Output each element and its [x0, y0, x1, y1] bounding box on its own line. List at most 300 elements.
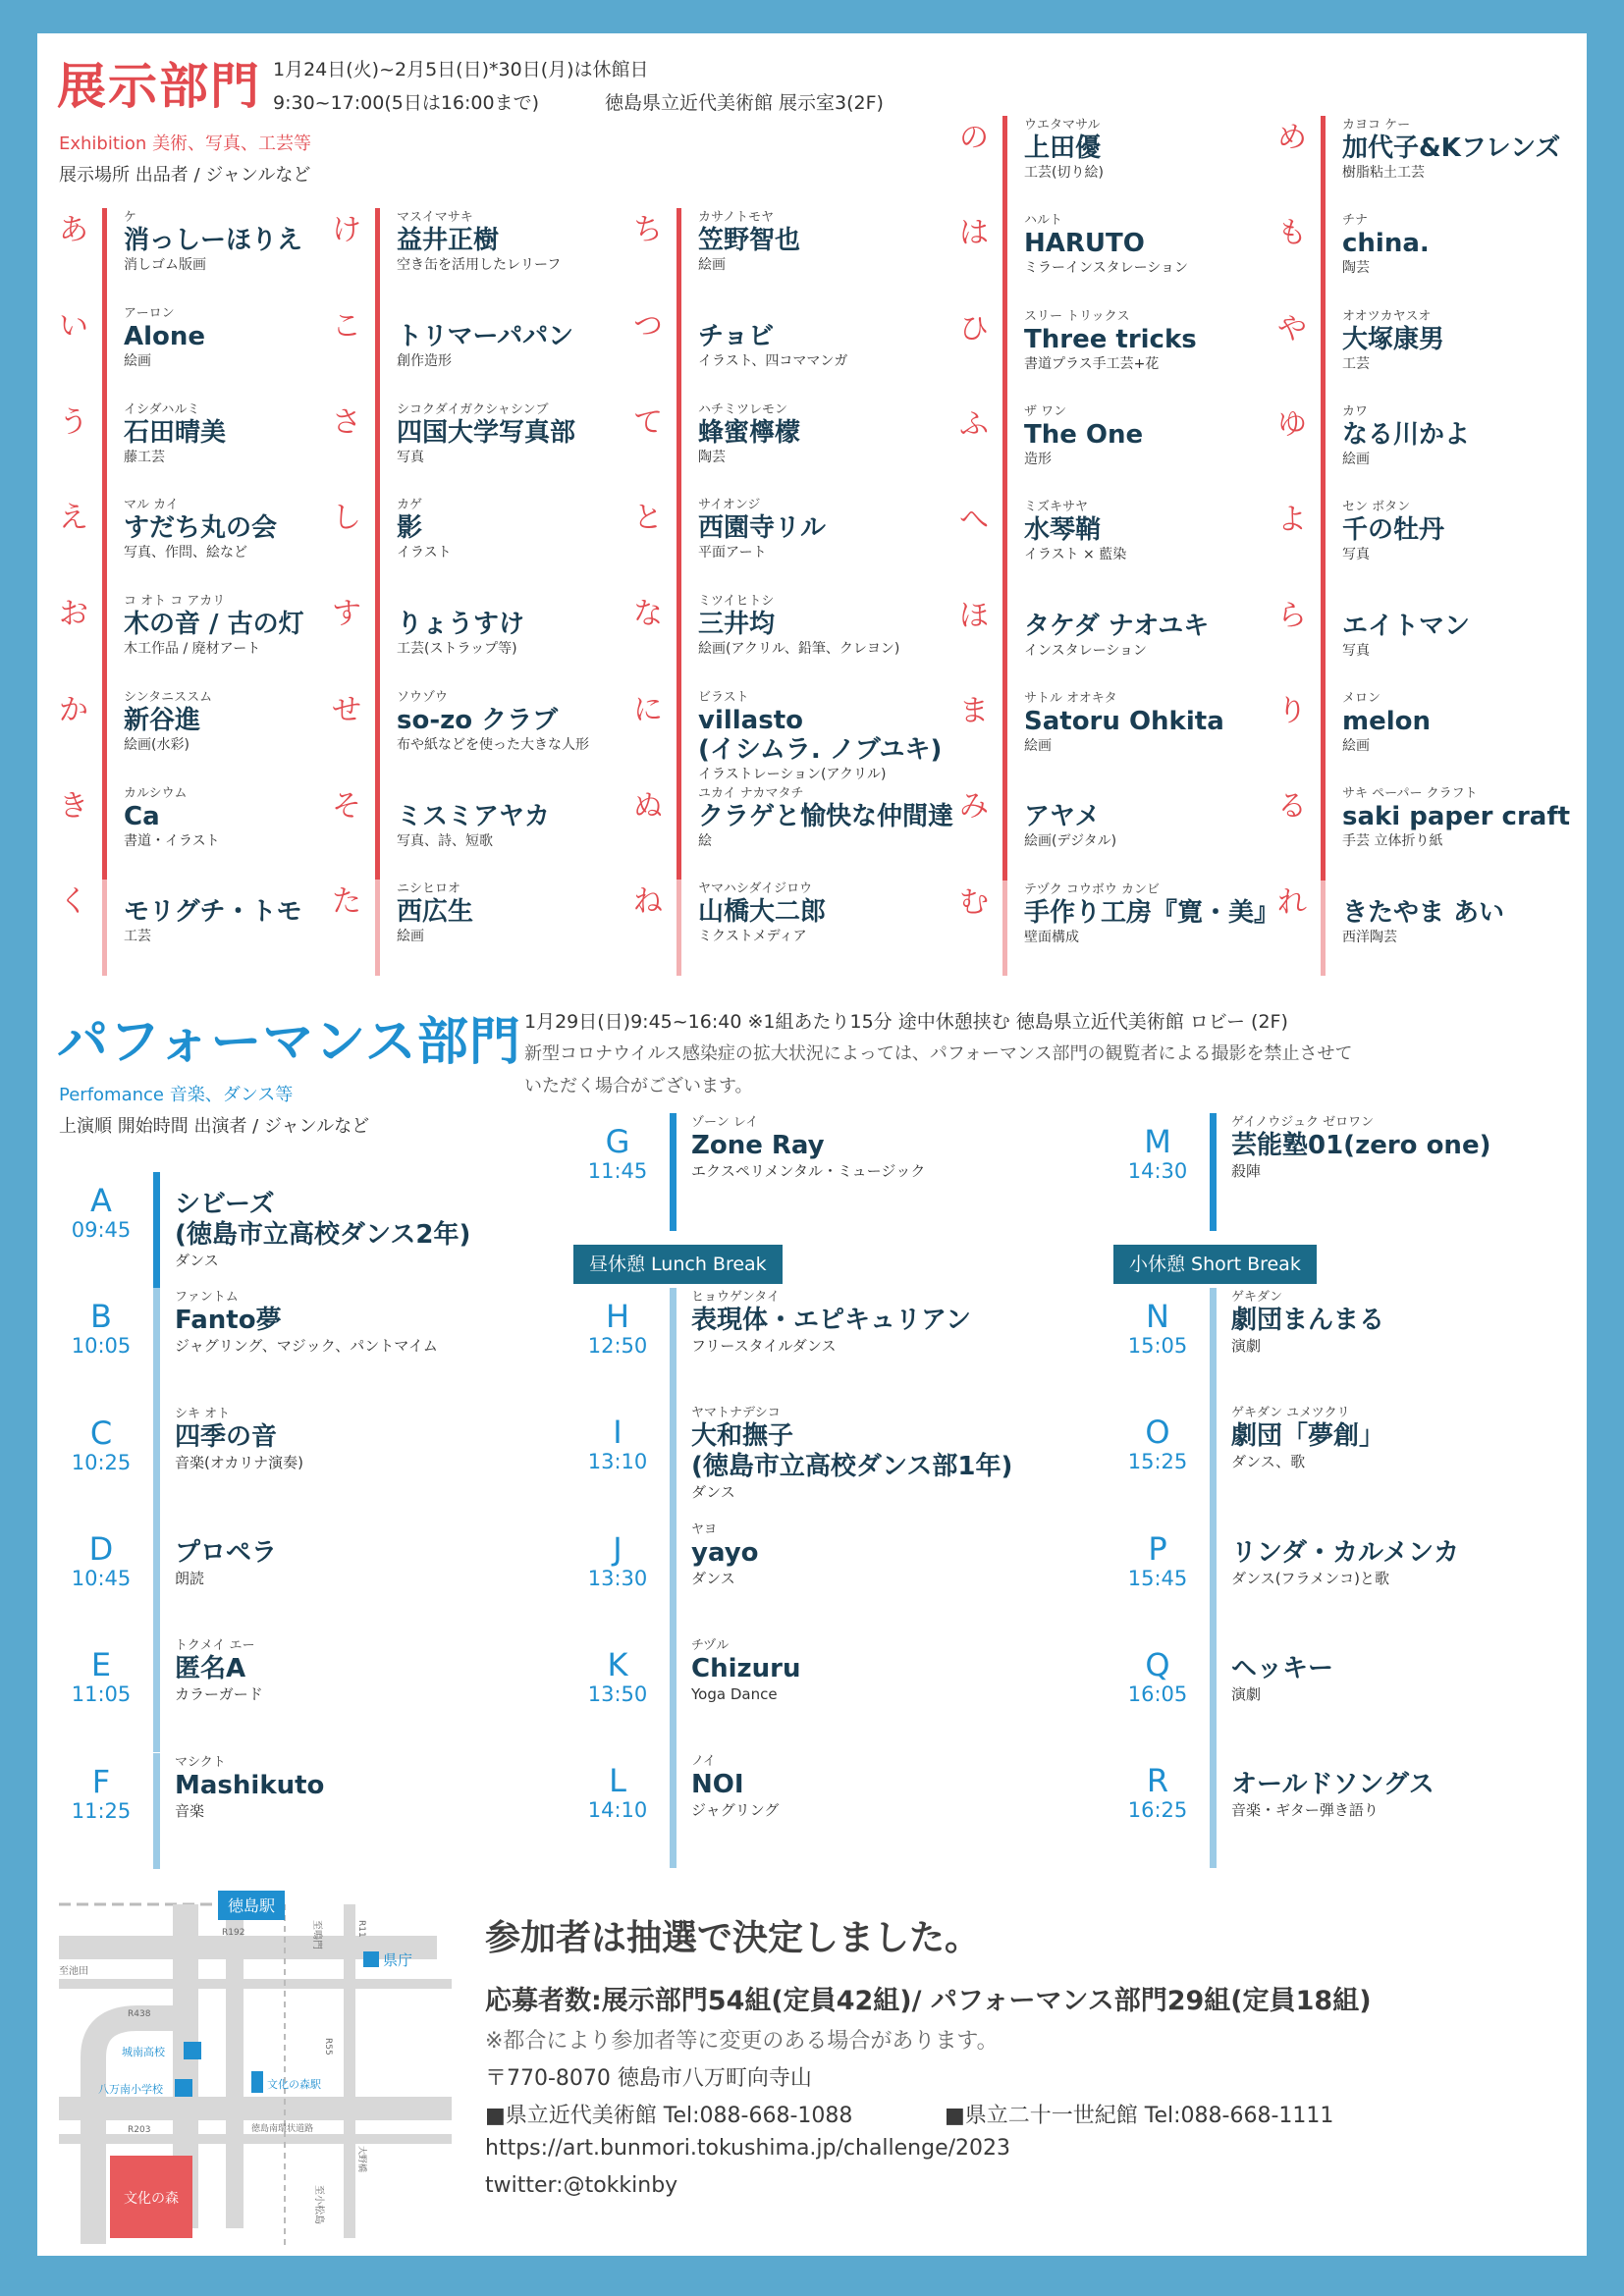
slot-letter: E [90, 1646, 112, 1684]
exhibitor-entry [698, 594, 953, 659]
exhibitor-genre: ミクストメディア [698, 929, 807, 945]
slot-label [1113, 1415, 1202, 1474]
exhibitor-genre: 平面アート [698, 545, 767, 561]
exhibitor-name: アヤメ [1024, 802, 1101, 832]
exhibitor-entry [1024, 213, 1279, 278]
entry-bar [1321, 881, 1326, 976]
slot-bar [670, 1752, 677, 1868]
performance-legend: 上演順 開始時間 出演者 / ジャンルなど [59, 1116, 370, 1137]
performer-name: NOI [691, 1770, 744, 1800]
entry-bar [102, 592, 107, 688]
performer-name: Zone Ray [691, 1131, 825, 1160]
performer-ruby: ゾーン レイ [691, 1115, 759, 1130]
exhibitor-ruby: ハチミツレモン [698, 401, 788, 417]
exhibitor-ruby: ウエタマサル [1024, 118, 1101, 133]
exhibitor-entry [1342, 404, 1597, 469]
exhibitor-genre: 工芸(ストラップ等) [397, 641, 517, 657]
kana-index-3-5: ほ [959, 598, 989, 633]
exhibition-dates: 1月24日(火)~2月5日(日)*30日(月)は休館日 [273, 59, 649, 80]
exhibitor-entry [397, 690, 652, 755]
performer-ruby: ファントム [175, 1290, 239, 1306]
map-r11: R11 [356, 1920, 366, 1938]
kana-index-0-3: え [59, 501, 88, 536]
slot-label [1113, 1764, 1202, 1823]
exhibitor-ruby: シコクダイガクシャシンブ [397, 401, 549, 417]
exhibitor-ruby: マスイマサキ [397, 210, 473, 225]
performer-name: Mashikuto [175, 1770, 325, 1800]
performer-name: プロペラ [175, 1537, 278, 1568]
entry-bar [1321, 689, 1326, 784]
map-r55: R55 [323, 2038, 333, 2056]
exhibition-title: 展示部門 [57, 58, 261, 115]
exhibitor-entry [1024, 500, 1279, 564]
entry-bar [1321, 116, 1326, 211]
performer-entry [175, 1522, 277, 1588]
exhibitor-entry [1024, 404, 1279, 469]
exhibitor-ruby: ザ ワン [1024, 404, 1067, 419]
performer-genre: ダンス [691, 1569, 735, 1587]
performer-genre: ダンス、歌 [1231, 1453, 1306, 1471]
kana-index-0-2: う [59, 404, 88, 440]
exhibitor-ruby [1024, 596, 1279, 612]
entry-bar [677, 496, 681, 592]
exhibitor-name: エイトマン [1342, 611, 1471, 641]
performer-ruby: ヤマトナデシコ [691, 1406, 781, 1421]
entry-bar [1002, 689, 1007, 784]
exhibitor-ruby: ユカイ ナカマタチ [698, 785, 804, 801]
exhibitor-ruby: カルシウム [124, 785, 188, 801]
kana-index-0-1: い [59, 308, 88, 344]
exhibitor-name: melon [1342, 707, 1432, 736]
slot-bar [1210, 1113, 1217, 1231]
exhibitor-ruby: カサノトモヤ [698, 210, 775, 225]
slot-label [573, 1415, 662, 1474]
exhibitor-name: 石田晴美 [124, 417, 227, 448]
exhibitor-name: きたやま あい [1342, 897, 1505, 928]
kana-index-4-2: や [1277, 311, 1307, 347]
performer-ruby [1231, 1522, 1459, 1538]
exhibitor-ruby: ヤマハシダイジロウ [698, 881, 813, 897]
slot-time: 10:45 [71, 1566, 132, 1590]
exhibitor-genre: 写真 [397, 449, 424, 465]
entry-bar [1321, 307, 1326, 402]
exhibitor-genre: インスタレーション [1024, 642, 1148, 659]
entry-bar [375, 784, 380, 881]
exhibitor-ruby [698, 306, 953, 322]
exhibitor-ruby: アーロン [124, 305, 175, 321]
exhibitor-genre: 絵画 [124, 352, 151, 369]
performer-genre: ジャグリング [691, 1801, 780, 1820]
performer-genre: 演劇 [1231, 1337, 1262, 1355]
exhibitor-genre: 書道・イラスト [124, 832, 220, 849]
performance-note-2: いただく場合がございます。 [524, 1076, 753, 1096]
exhibitor-entry [1342, 500, 1597, 564]
entry-bar [1321, 594, 1326, 689]
performer-name: 匿名A [175, 1654, 246, 1684]
performer-entry [691, 1115, 925, 1181]
entry-bar [102, 688, 107, 784]
exhibitor-genre: 絵画 [1024, 738, 1052, 754]
kana-index-1-4: す [332, 597, 361, 631]
exhibitor-name: 西園寺リル [698, 513, 827, 544]
exhibitor-name: 上田優 [1024, 133, 1102, 163]
performer-name: ヘッキー [1231, 1653, 1334, 1683]
kana-index-1-3: し [332, 501, 361, 536]
slot-bar [153, 1521, 160, 1636]
slot-letter: M [1144, 1123, 1171, 1160]
exhibitor-entry [1024, 691, 1279, 756]
exhibitor-entry [1024, 118, 1279, 183]
performer-genre: 殺陣 [1231, 1162, 1262, 1180]
slot-letter: N [1146, 1298, 1169, 1335]
entry-bar [102, 784, 107, 881]
entry-bar [1002, 594, 1007, 689]
access-map [59, 1891, 471, 2248]
kana-index-3-2: ひ [959, 311, 989, 347]
exhibitor-entry [698, 210, 953, 275]
slot-bar [670, 1404, 677, 1520]
kana-index-2-4: な [633, 597, 663, 631]
performer-genre: 音楽 [175, 1801, 205, 1820]
exhibitor-ruby: セン ボタン [1342, 500, 1411, 515]
slot-label [57, 1529, 145, 1591]
exhibitor-name: 影 [397, 513, 423, 544]
slot-bar [153, 1636, 160, 1752]
map-station-label: 徳島駅 [227, 1896, 276, 1915]
slot-label [573, 1645, 662, 1707]
performer-ruby: ヤヨ [691, 1522, 718, 1537]
performer-ruby: ヒョウゲンタイ [691, 1290, 780, 1305]
performance-info: 1月29日(日)9:45~16:40 ※1組あたり15分 途中休憩挟む 徳島県立近代美術館 ロビー (2F) [524, 1011, 1288, 1033]
performer-entry [1231, 1754, 1435, 1820]
slot-label [1113, 1529, 1202, 1591]
exhibitor-ruby [1342, 882, 1597, 898]
exhibitor-genre: 布や紙などを使った大きな人形 [397, 736, 589, 753]
map-to-ikeda: 至池田 [59, 1966, 88, 1977]
performer-genre: ダンス(フラメンコ)と歌 [1231, 1569, 1389, 1587]
exhibitor-name: ミスミアヤカ [397, 801, 551, 831]
kana-index-0-0: あ [59, 213, 88, 247]
exhibitor-ruby: テヅク コウボウ カンビ [1024, 881, 1161, 897]
exhibitor-name: so-zo クラブ [397, 705, 559, 735]
performance-subtitle: Perfomance 音楽、ダンス等 [59, 1085, 294, 1105]
entry-bar [1321, 402, 1326, 498]
kana-index-1-5: せ [332, 692, 361, 727]
performer-name: 劇団「夢創」 [1231, 1421, 1385, 1452]
performer-genre: エクスペリメンタル・ミュージック [691, 1162, 926, 1180]
performer-ruby: トクメイ エー [175, 1638, 255, 1654]
exhibitor-ruby: イシダハルミ [124, 401, 200, 417]
slot-letter: C [89, 1414, 113, 1452]
slot-label [1113, 1300, 1202, 1359]
entry-bar [1321, 498, 1326, 593]
exhibition-subtitle: Exhibition 美術、写真、工芸等 [59, 133, 312, 154]
performer-entry [691, 1406, 1012, 1502]
exhibitor-ruby: メロン [1342, 691, 1381, 706]
exhibitor-ruby: ミツイヒトシ [698, 594, 775, 609]
entry-bar [677, 208, 681, 304]
performer-name: 表現体・エピキュリアン [691, 1306, 971, 1335]
slot-time: 10:05 [71, 1334, 132, 1359]
exhibitor-genre: 木工作品 / 廃材アート [124, 641, 261, 657]
exhibitor-name: Three tricks [1024, 324, 1197, 354]
entry-bar [102, 880, 107, 976]
exhibitor-entry [397, 402, 652, 467]
tel-museum: ■県立近代美術館 Tel:088-668-1088 [485, 2104, 853, 2128]
exhibitor-name: 笠野智也 [698, 226, 801, 255]
slot-time: 10:25 [71, 1450, 132, 1474]
kana-index-3-7: み [959, 789, 989, 825]
slot-letter: L [609, 1762, 626, 1800]
map-kanjo: 徳島南環状道路 [251, 2124, 314, 2134]
exhibitor-ruby: サイオンジ [698, 498, 761, 513]
entry-bar [375, 496, 380, 592]
entry-bar [677, 784, 681, 881]
kana-index-3-0: の [959, 121, 989, 155]
slot-time: 09:45 [71, 1218, 132, 1242]
slot-letter: H [605, 1298, 630, 1335]
entry-bar [1002, 881, 1007, 976]
exhibitor-ruby [397, 594, 652, 610]
exhibitor-genre: ミラーインスタレーション [1024, 260, 1189, 277]
exhibitor-entry [397, 306, 652, 371]
performer-name: yayo [691, 1537, 759, 1568]
exhibitor-genre: 空き缶を活用したレリーフ [397, 257, 562, 273]
exhibitor-entry [1024, 882, 1279, 947]
lunch-break-label: 昼休憩 Lunch Break [573, 1245, 783, 1284]
slot-time: 12:50 [587, 1334, 648, 1358]
performer-name: シビーズ (徳島市立高校ダンス2年) [175, 1190, 471, 1250]
slot-letter: Q [1145, 1645, 1170, 1683]
slot-bar [1210, 1636, 1217, 1752]
performer-ruby: ゲキダン ユメツクリ [1231, 1406, 1350, 1421]
slot-bar [153, 1405, 160, 1521]
performer-entry [175, 1174, 470, 1270]
change-note: ※都合により参加者等に変更のある場合があります。 [485, 2029, 999, 2054]
exhibitor-name: なる川かよ [1342, 420, 1471, 450]
exhibitor-name: すだち丸の会 [124, 513, 278, 544]
exhibitor-entry [698, 786, 953, 851]
exhibitor-ruby: ニシヒロオ [397, 881, 461, 897]
performer-genre: 朗読 [175, 1569, 205, 1587]
exhibitor-genre: 書道プラス手工芸+花 [1024, 355, 1160, 372]
exhibitor-genre: 写真、作問、絵など [124, 545, 247, 561]
entry-bar [102, 208, 107, 304]
exhibitor-entry [1342, 882, 1597, 947]
slot-time: 11:45 [587, 1159, 648, 1183]
kana-index-2-0: ち [633, 213, 663, 247]
website-link[interactable]: https://art.bunmori.tokushima.jp/challenge/2023 [485, 2136, 1011, 2161]
entry-bar [102, 304, 107, 400]
entry-bar [677, 304, 681, 400]
slot-time: 11:05 [71, 1682, 132, 1707]
kana-index-1-7: た [332, 884, 361, 920]
performer-entry [1231, 1522, 1459, 1588]
exhibitor-genre: 工芸(切り絵) [1024, 165, 1104, 181]
kana-index-3-8: む [959, 884, 989, 920]
exhibitor-name: タケダ ナオユキ [1024, 611, 1210, 641]
slot-bar [153, 1753, 160, 1869]
slot-bar [1210, 1404, 1217, 1520]
exhibitor-genre: 藤工芸 [124, 449, 165, 465]
exhibitor-entry [397, 594, 652, 659]
exhibitor-genre: 写真 [1342, 547, 1370, 563]
performer-genre: フリースタイルダンス [691, 1337, 837, 1355]
performer-ruby: ゲキダン [1231, 1290, 1283, 1305]
exhibitor-entry [1342, 596, 1597, 661]
exhibitor-genre: 消しゴム版画 [124, 257, 206, 273]
exhibitor-genre: 工芸 [124, 929, 151, 945]
slot-label [57, 1648, 145, 1707]
exhibitor-genre: 絵画 [397, 929, 424, 945]
exhibitor-genre: イラスト、四コママンガ [698, 352, 848, 369]
kana-index-2-1: つ [633, 308, 663, 344]
tel-21st-century-hall: ■県立二十一世紀館 Tel:088-668-1111 [945, 2104, 1334, 2128]
slot-time: 16:05 [1127, 1682, 1188, 1706]
exhibitor-name: 西広生 [397, 897, 474, 928]
exhibitor-entry [1024, 309, 1279, 374]
exhibitor-ruby [397, 306, 652, 322]
performer-entry [691, 1290, 971, 1356]
exhibitor-genre: 絵画 [1342, 738, 1370, 754]
performer-entry [1231, 1290, 1384, 1356]
slot-letter: A [90, 1182, 112, 1219]
exhibitor-name: 新谷進 [124, 705, 201, 735]
entry-bar [1002, 498, 1007, 593]
performer-name: 芸能塾01(zero one) [1231, 1131, 1491, 1160]
slot-time: 14:30 [1127, 1159, 1188, 1183]
slot-label [57, 1416, 145, 1475]
performer-ruby: マシクト [175, 1754, 226, 1770]
map-r438: R438 [128, 2009, 151, 2019]
slot-time: 15:05 [1127, 1334, 1188, 1358]
map-jonan-label: 城南高校 [122, 2046, 165, 2058]
entry-bar [375, 688, 380, 784]
exhibitor-ruby: カゲ [397, 498, 423, 513]
exhibitor-name: HARUTO [1024, 229, 1145, 259]
slot-label [1113, 1645, 1202, 1707]
map-to-naruto: 至鳴門 [311, 1920, 322, 1949]
twitter-link[interactable]: twitter:@tokkinby [485, 2173, 678, 2198]
entry-bar [1002, 402, 1007, 498]
kana-index-3-4: へ [959, 503, 989, 538]
slot-letter: I [613, 1414, 623, 1452]
performer-ruby [175, 1174, 470, 1190]
map-hachiman-label: 八万南小学校 [98, 2083, 163, 2096]
exhibitor-name: The One [1024, 420, 1144, 450]
kana-index-4-1: も [1277, 216, 1307, 251]
entry-bar [1002, 211, 1007, 306]
entry-bar [1321, 211, 1326, 306]
exhibitor-name: saki paper craft [1342, 802, 1571, 832]
kana-index-0-4: お [59, 597, 88, 631]
entry-bar [102, 496, 107, 592]
exhibition-venue: 徳島県立近代美術館 展示室3(2F) [605, 92, 884, 114]
performer-entry [691, 1638, 800, 1704]
slot-time: 13:50 [587, 1682, 648, 1706]
slot-letter: G [605, 1123, 630, 1160]
exhibitor-genre: イラストレーション(アクリル) [698, 766, 887, 782]
exhibitor-ruby: サキ ペーパー クラフト [1342, 786, 1478, 802]
exhibitor-genre: 陶芸 [1342, 260, 1370, 277]
exhibitor-ruby: コ オト コ アカリ [124, 594, 226, 609]
exhibitor-name: 手作り工房『寛・美』 [1024, 897, 1280, 928]
slot-time: 15:45 [1127, 1566, 1188, 1590]
performer-genre: 演劇 [1231, 1684, 1262, 1703]
applicant-counts: 応募者数:展示部門54組(定員42組)/ パフォーマンス部門29組(定員18組) [485, 1986, 1372, 2016]
slot-time: 11:25 [71, 1798, 132, 1823]
exhibitor-ruby: オオツカヤスオ [1342, 308, 1432, 324]
slot-bar [670, 1521, 677, 1636]
performer-name: 劇団まんまる [1231, 1306, 1385, 1335]
slot-letter: J [613, 1529, 623, 1568]
kana-index-1-6: そ [332, 788, 361, 824]
kana-index-2-6: ぬ [633, 788, 663, 824]
exhibitor-entry [698, 402, 953, 467]
slot-label [573, 1125, 662, 1184]
entry-bar [375, 880, 380, 976]
performer-name: 四季の音 [175, 1421, 278, 1452]
exhibitor-name: チョビ [698, 321, 775, 351]
exhibitor-genre: 壁面構成 [1024, 929, 1079, 945]
exhibitor-genre: 絵画 [698, 257, 726, 273]
slot-letter: D [88, 1529, 114, 1568]
performer-entry [1231, 1406, 1384, 1471]
slot-time: 16:25 [1127, 1798, 1188, 1823]
exhibitor-name: 消っしーほりえ [124, 226, 303, 255]
exhibitor-entry [1342, 786, 1597, 851]
slot-letter: O [1145, 1414, 1170, 1452]
exhibitor-name: 大塚康男 [1342, 324, 1445, 354]
exhibitor-genre: 樹脂粘土工芸 [1342, 165, 1425, 181]
exhibition-legend: 展示場所 出品者 / ジャンルなど [59, 165, 311, 186]
exhibitor-ruby: サトル オオキタ [1024, 691, 1117, 706]
exhibitor-entry [698, 881, 953, 946]
slot-bar [153, 1288, 160, 1404]
slot-bar [1210, 1288, 1217, 1404]
exhibitor-genre: 絵画(アクリル、鉛筆、クレヨン) [698, 641, 900, 657]
entry-bar [375, 208, 380, 304]
performer-ruby: ゲイノウジュク ゼロワン [1231, 1115, 1375, 1130]
exhibitor-genre: イラスト × 藍染 [1024, 547, 1127, 563]
map-prefecture-label: 県庁 [383, 1951, 413, 1969]
exhibitor-genre: 写真、詩、短歌 [397, 832, 493, 849]
slot-letter: K [607, 1645, 628, 1683]
slot-label [57, 1184, 145, 1243]
exhibitor-genre: 創作造形 [397, 352, 452, 369]
performer-ruby: チヅル [691, 1637, 730, 1653]
performer-entry [691, 1754, 779, 1820]
kana-index-1-1: こ [332, 308, 361, 344]
lottery-headline: 参加者は抽選で決定しました。 [485, 1918, 981, 1958]
kana-index-3-1: は [959, 216, 989, 251]
kana-index-0-7: く [59, 884, 88, 920]
kana-index-3-3: ふ [959, 407, 989, 442]
exhibitor-ruby: シンタニススム [124, 689, 213, 705]
exhibitor-entry [698, 690, 953, 784]
exhibitor-name: Satoru Ohkita [1024, 707, 1224, 736]
exhibitor-ruby: スリー トリックス [1024, 308, 1130, 324]
entry-bar [375, 304, 380, 400]
exhibitor-name: 水琴鞘 [1024, 515, 1102, 546]
performer-entry [691, 1522, 759, 1588]
performance-title: パフォーマンス部門 [57, 1013, 521, 1072]
exhibitor-ruby: ビラスト [698, 689, 749, 705]
entry-bar [1002, 307, 1007, 402]
exhibitor-genre: イラスト [397, 545, 452, 561]
exhibitor-ruby [1024, 786, 1279, 802]
kana-index-4-4: よ [1277, 503, 1307, 538]
